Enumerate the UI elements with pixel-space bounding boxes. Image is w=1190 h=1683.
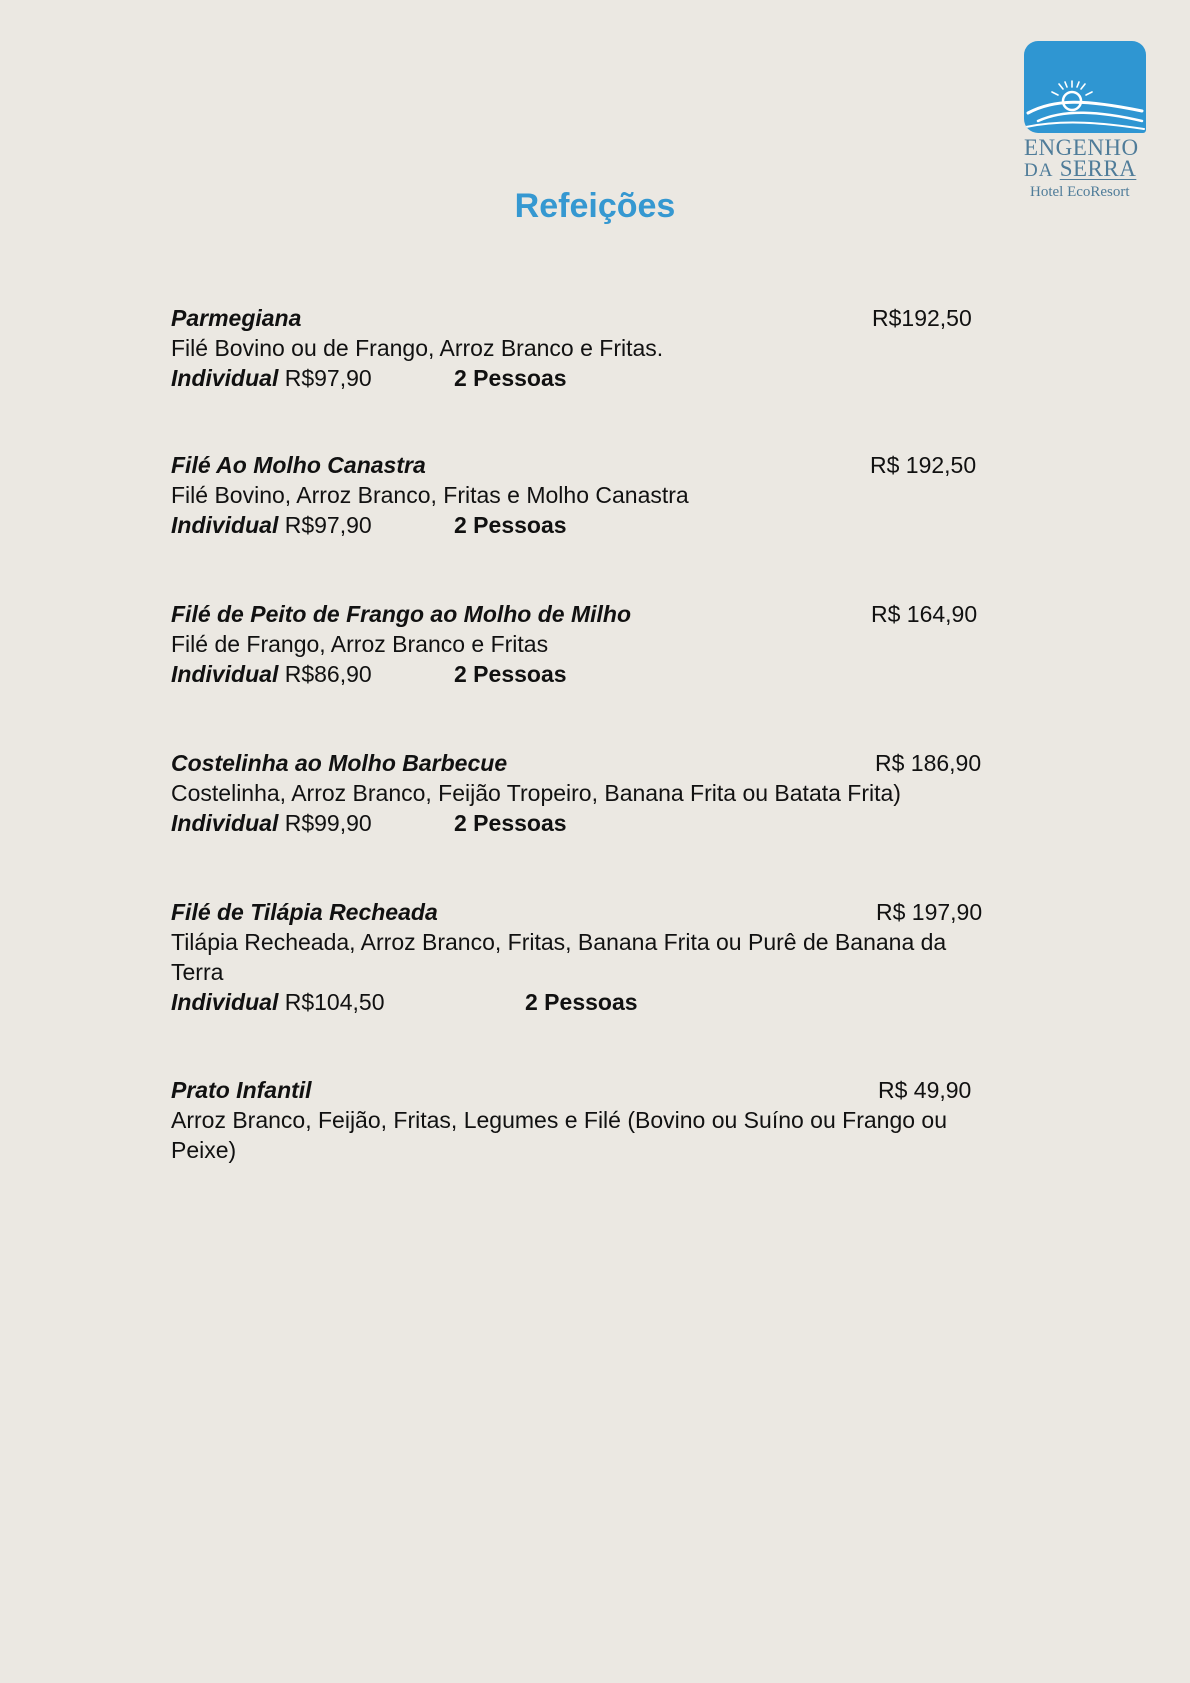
logo-name bbox=[1024, 137, 1148, 181]
individual-price: R$86,90 bbox=[284, 661, 372, 687]
individual-label: Individual bbox=[171, 365, 285, 391]
two-people-label: 2 Pessoas bbox=[454, 365, 567, 391]
item-description: Filé Bovino, Arroz Branco, Fritas e Molho Canastra bbox=[171, 482, 689, 508]
hotel-logo bbox=[1024, 41, 1148, 201]
item-name: Filé de Peito de Frango ao Molho de Milho bbox=[171, 601, 632, 627]
logo-line1: ENGENHO bbox=[1024, 135, 1139, 160]
menu-item bbox=[171, 1075, 1011, 1165]
menu-item bbox=[171, 748, 1011, 838]
item-name: Filé Ao Molho Canastra bbox=[171, 452, 426, 478]
logo-line2 bbox=[1024, 158, 1148, 181]
individual-label: Individual bbox=[171, 810, 285, 836]
individual-label: Individual bbox=[171, 512, 285, 538]
individual-label: Individual bbox=[171, 661, 285, 687]
individual-label: Individual bbox=[171, 989, 285, 1015]
item-price: R$ 192,50 bbox=[870, 452, 977, 478]
menu-item bbox=[171, 450, 1011, 540]
item-name: Costelinha ao Molho Barbecue bbox=[171, 750, 508, 776]
item-price: R$ 197,90 bbox=[876, 899, 983, 925]
two-people-label: 2 Pessoas bbox=[454, 512, 567, 538]
logo-sun-waves-icon bbox=[1024, 41, 1146, 133]
individual-price: R$97,90 bbox=[284, 365, 372, 391]
page-title: Refeições bbox=[514, 187, 676, 225]
item-price: R$192,50 bbox=[872, 305, 972, 331]
menu-item bbox=[171, 303, 1011, 393]
logo-line2-da: DA bbox=[1024, 160, 1054, 181]
item-description: Tilápia Recheada, Arroz Branco, Fritas, Banana Frita ou Purê de Banana da Terra bbox=[171, 929, 947, 985]
menu-item bbox=[171, 897, 1011, 1017]
two-people-label: 2 Pessoas bbox=[525, 989, 638, 1015]
logo-subtitle: Hotel EcoResort bbox=[1030, 184, 1130, 200]
item-description: Costelinha, Arroz Branco, Feijão Tropeiro, Banana Frita ou Batata Frita) bbox=[171, 780, 901, 806]
two-people-label: 2 Pessoas bbox=[454, 810, 567, 836]
item-description: Arroz Branco, Feijão, Fritas, Legumes e Filé (Bovino ou Suíno ou Frango ou Peixe) bbox=[171, 1107, 948, 1163]
item-price: R$ 186,90 bbox=[875, 750, 982, 776]
item-price: R$ 49,90 bbox=[878, 1077, 972, 1103]
item-name: Filé de Tilápia Recheada bbox=[171, 899, 438, 925]
menu-item bbox=[171, 599, 1011, 689]
two-people-label: 2 Pessoas bbox=[454, 661, 567, 687]
individual-price: R$104,50 bbox=[284, 989, 385, 1015]
logo-line2-serra: SERRA bbox=[1059, 156, 1137, 181]
item-description: Filé Bovino ou de Frango, Arroz Branco e Fritas. bbox=[171, 335, 664, 361]
item-description: Filé de Frango, Arroz Branco e Fritas bbox=[171, 631, 549, 657]
individual-price: R$99,90 bbox=[284, 810, 372, 836]
item-name: Prato Infantil bbox=[171, 1077, 312, 1103]
individual-price: R$97,90 bbox=[284, 512, 372, 538]
item-name: Parmegiana bbox=[171, 305, 302, 331]
item-price: R$ 164,90 bbox=[871, 601, 978, 627]
